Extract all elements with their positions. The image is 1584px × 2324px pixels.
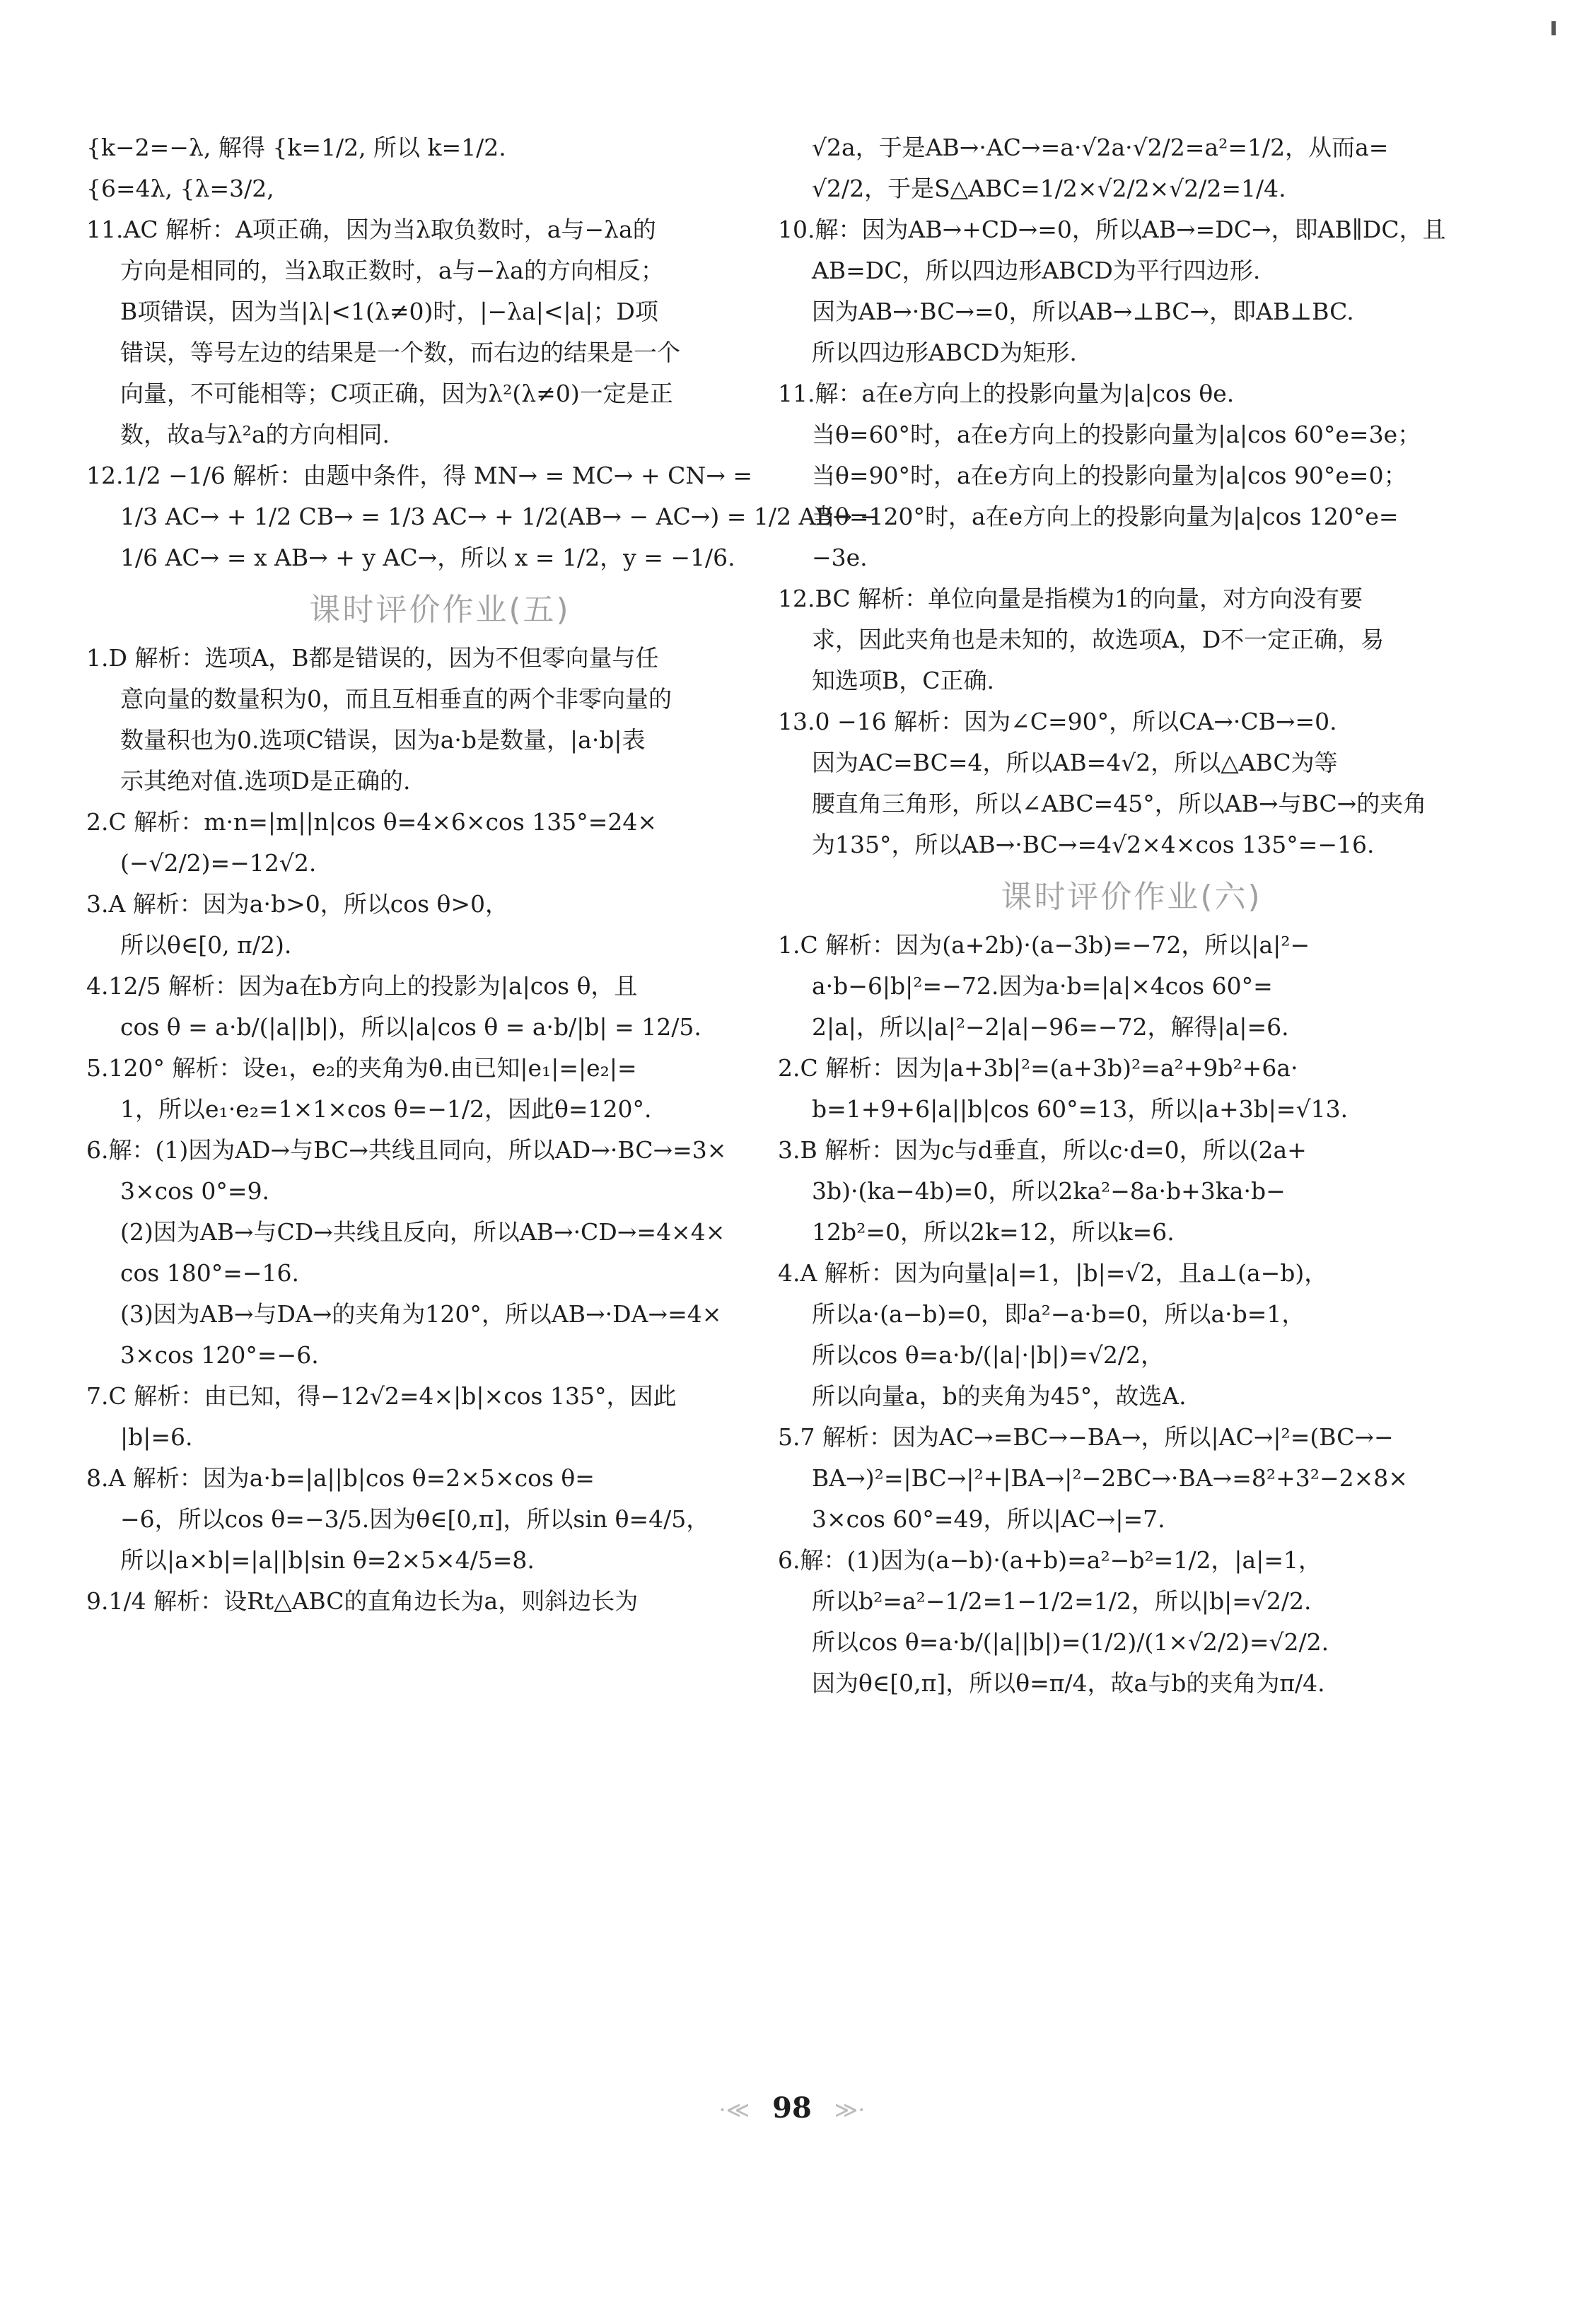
right-column — [778, 127, 1485, 1704]
answer-continuation-line: BA→)²=|BC→|²+|BA→|²−2BC→·BA→=8²+3²−2×8× — [812, 1464, 1408, 1492]
answer-continuation-line: AB=DC，所以四边形ABCD为平行四边形. — [812, 257, 1261, 284]
answer-line: 10.解：因为AB→+CD→=0，所以AB→=DC→，即AB∥DC，且 — [778, 216, 1446, 243]
answer-continuation-line: (−√2/2)=−12√2. — [120, 849, 317, 877]
answer-line: 6.解：(1)因为AD→与BC→共线且同向，所以AD→·BC→=3× — [86, 1136, 727, 1164]
answer-continuation-line: 12b²=0，所以2k=12，所以k=6. — [812, 1218, 1175, 1246]
answer-continuation-line: (2)因为AB→与CD→共线且反向，所以AB→·CD→=4×4× — [120, 1218, 726, 1246]
answer-continuation-line: 1/3 AC→ + 1/2 CB→ = 1/3 AC→ + 1/2(AB→ − AC→) = 1/2 AB→ − — [120, 503, 880, 530]
answer-continuation-line: 方向是相同的，当λ取正数时，a与−λa的方向相反； — [120, 257, 664, 284]
answer-continuation-line: (3)因为AB→与DA→的夹角为120°，所以AB→·DA→=4× — [120, 1300, 722, 1328]
answer-continuation-line: 所以b²=a²−1/2=1−1/2=1/2，所以|b|=√2/2. — [812, 1587, 1312, 1615]
answer-line: {k−2=−λ, 解得 {k=1/2, 所以 k=1/2. — [86, 134, 506, 161]
answer-line: 11.解：a在e方向上的投影向量为|a|cos θe. — [778, 380, 1235, 407]
answer-continuation-line: 当θ=120°时，a在e方向上的投影向量为|a|cos 120°e= — [812, 503, 1399, 530]
answer-continuation-line: 数量积也为0.选项C错误，因为a·b是数量，|a·b|表 — [120, 726, 646, 754]
answer-continuation-line: 所以cos θ=a·b/(|a|·|b|)=√2/2， — [812, 1341, 1164, 1369]
answer-line: 8.A 解析：因为a·b=|a||b|cos θ=2×5×cos θ= — [86, 1464, 595, 1492]
answer-continuation-line: 因为AC=BC=4，所以AB=4√2，所以△ABC为等 — [812, 749, 1338, 776]
answer-continuation-line: 3b)·(ka−4b)=0，所以2ka²−8a·b+3ka·b− — [812, 1177, 1286, 1205]
answer-line: 5.120° 解析：设e₁，e₂的夹角为θ.由已知|e₁|=|e₂|= — [86, 1054, 637, 1082]
answer-line: 3.A 解析：因为a·b>0，所以cos θ>0， — [86, 890, 509, 918]
answer-continuation-line: 所以a·(a−b)=0，即a²−a·b=0，所以a·b=1， — [812, 1300, 1305, 1328]
answer-continuation-line: 所以cos θ=a·b/(|a||b|)=(1/2)/(1×√2/2)=√2/2. — [812, 1628, 1329, 1656]
answer-continuation-line: a·b−6|b|²=−72.因为a·b=|a|×4cos 60°= — [812, 972, 1273, 1000]
page-number: 98 — [772, 2091, 812, 2125]
answer-continuation-line: 3×cos 0°=9. — [120, 1177, 270, 1205]
answer-continuation-line: 所以θ∈[0, π/2). — [120, 931, 292, 959]
answer-continuation-line: 2|a|，所以|a|²−2|a|−96=−72，解得|a|=6. — [812, 1013, 1289, 1041]
answer-line: 7.C 解析：由已知，得−12√2=4×|b|×cos 135°，因此 — [86, 1382, 677, 1410]
answer-continuation-line: cos 180°=−16. — [120, 1259, 300, 1287]
answer-continuation-line: 1/6 AC→ = x AB→ + y AC→，所以 x = 1/2，y = −1/6. — [120, 544, 735, 571]
answer-line: 1.C 解析：因为(a+2b)·(a−3b)=−72，所以|a|²− — [778, 931, 1310, 959]
answer-continuation-line: 1，所以e₁·e₂=1×1×cos θ=−1/2，因此θ=120°. — [120, 1095, 652, 1123]
answer-continuation-line: √2/2，于是S△ABC=1/2×√2/2×√2/2=1/4. — [812, 175, 1286, 202]
answer-line: 9.1/4 解析：设Rt△ABC的直角边长为a，则斜边长为 — [86, 1587, 639, 1615]
answer-continuation-line: 3×cos 120°=−6. — [120, 1341, 319, 1369]
answer-continuation-line: 求，因此夹角也是未知的，故选项A，D不一定正确，易 — [812, 626, 1385, 653]
answer-continuation-line: 示其绝对值.选项D是正确的. — [120, 767, 411, 795]
answer-continuation-line: √2a，于是AB→·AC→=a·√2a·√2/2=a²=1/2，从而a= — [812, 134, 1389, 161]
answer-continuation-line: 当θ=60°时，a在e方向上的投影向量为|a|cos 60°e=3e； — [812, 421, 1421, 448]
section-heading: 课时评价作业(六) — [1001, 879, 1262, 915]
answer-continuation-line: 所以向量a，b的夹角为45°，故选A. — [812, 1382, 1187, 1410]
answer-continuation-line: 向量，不可能相等；C项正确，因为λ²(λ≠0)一定是正 — [120, 380, 673, 407]
answer-line: 4.12/5 解析：因为a在b方向上的投影为|a|cos θ，且 — [86, 972, 638, 1000]
footer-decoration-left: ·≪ — [718, 2096, 750, 2123]
answer-continuation-line: B项错误，因为当|λ|<1(λ≠0)时，|−λa|<|a|；D项 — [120, 298, 658, 325]
corner-mark — [1551, 21, 1556, 35]
footer-decoration-right: ≫· — [834, 2096, 866, 2123]
answer-continuation-line: 所以|a×b|=|a||b|sin θ=2×5×4/5=8. — [120, 1546, 535, 1574]
answer-line: 2.C 解析：m·n=|m||n|cos θ=4×6×cos 135°=24× — [86, 808, 658, 836]
answer-line: 1.D 解析：选项A，B都是错误的，因为不但零向量与任 — [86, 644, 659, 672]
answer-line: 2.C 解析：因为|a+3b|²=(a+3b)²=a²+9b²+6a· — [778, 1054, 1298, 1082]
answer-line: 12.1/2 −1/6 解析：由题中条件，得 MN→ = MC→ + CN→ = — [86, 462, 752, 489]
answer-continuation-line: cos θ = a·b/(|a||b|)，所以|a|cos θ = a·b/|b| = 12/5. — [120, 1013, 701, 1041]
answer-continuation-line: 为135°，所以AB→·BC→=4√2×4×cos 135°=−16. — [812, 831, 1375, 858]
page-footer — [0, 2091, 1584, 2125]
answer-continuation-line: 因为AB→·BC→=0，所以AB→⊥BC→，即AB⊥BC. — [812, 298, 1354, 325]
answer-continuation-line: |b|=6. — [120, 1423, 193, 1451]
answer-line: 3.B 解析：因为c与d垂直，所以c·d=0，所以(2a+ — [778, 1136, 1307, 1164]
answer-line: 11.AC 解析：A项正确，因为当λ取负数时，a与−λa的 — [86, 216, 656, 243]
answer-continuation-line: 意向量的数量积为0，而且互相垂直的两个非零向量的 — [120, 685, 672, 713]
answer-continuation-line: 3×cos 60°=49，所以|AC→|=7. — [812, 1505, 1165, 1533]
answer-continuation-line: 腰直角三角形，所以∠ABC=45°，所以AB→与BC→的夹角 — [812, 790, 1427, 817]
answer-continuation-line: 知选项B，C正确. — [812, 667, 994, 694]
answer-continuation-line: 所以四边形ABCD为矩形. — [812, 339, 1077, 366]
answer-continuation-line: −6，所以cos θ=−3/5.因为θ∈[0,π]，所以sin θ=4/5， — [120, 1505, 710, 1533]
answer-continuation-line: 错误，等号左边的结果是一个数，而右边的结果是一个 — [120, 339, 680, 366]
answer-line: {6=4λ, {λ=3/2, — [86, 175, 274, 202]
section-heading: 课时评价作业(五) — [309, 592, 571, 628]
answer-continuation-line: 当θ=90°时，a在e方向上的投影向量为|a|cos 90°e=0； — [812, 462, 1407, 489]
answer-line: 13.0 −16 解析：因为∠C=90°，所以CA→·CB→=0. — [778, 708, 1337, 735]
answer-line: 4.A 解析：因为向量|a|=1，|b|=√2，且a⊥(a−b)， — [778, 1259, 1328, 1287]
answer-line: 6.解：(1)因为(a−b)·(a+b)=a²−b²=1/2，|a|=1， — [778, 1546, 1322, 1574]
answer-continuation-line: −3e. — [812, 544, 868, 571]
answer-line: 5.7 解析：因为AC→=BC→−BA→，所以|AC→|²=(BC→− — [778, 1423, 1394, 1451]
answer-continuation-line: 因为θ∈[0,π]，所以θ=π/4，故a与b的夹角为π/4. — [812, 1669, 1325, 1697]
answer-continuation-line: b=1+9+6|a||b|cos 60°=13，所以|a+3b|=√13. — [812, 1095, 1349, 1123]
answer-continuation-line: 数，故a与λ²a的方向相同. — [120, 421, 390, 448]
answer-line: 12.BC 解析：单位向量是指模为1的向量，对方向没有要 — [778, 585, 1363, 612]
